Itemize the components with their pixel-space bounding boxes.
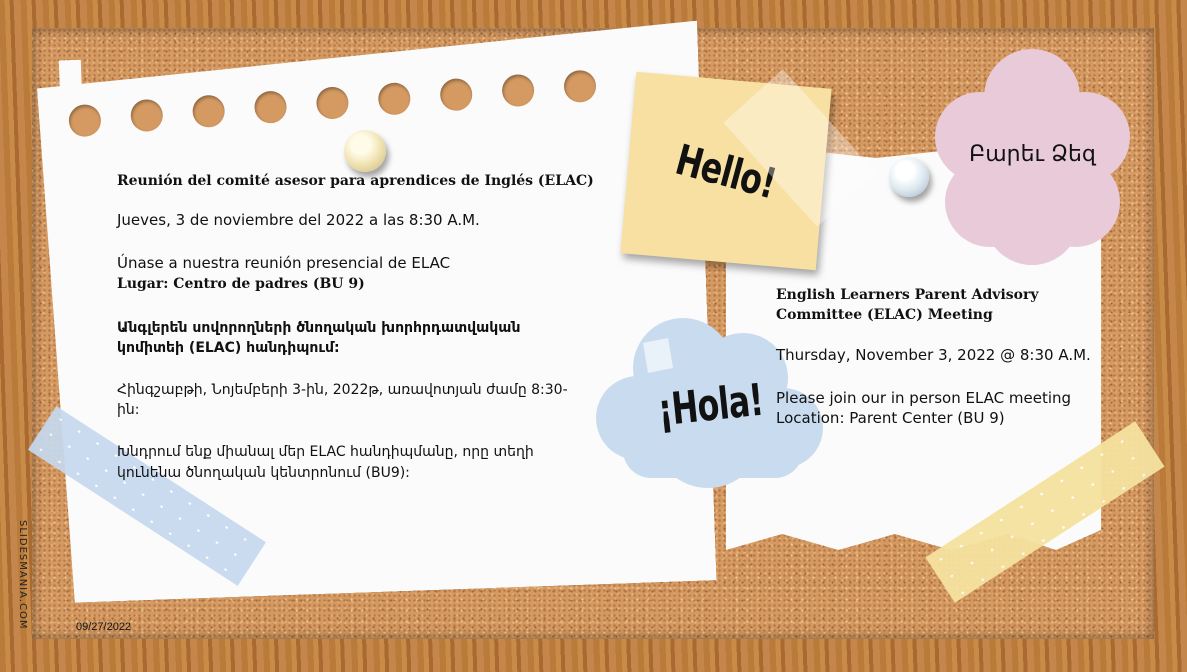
footer-date: 09/27/2022	[76, 621, 132, 633]
english-location: Location: Parent Center (BU 9)	[776, 409, 1005, 427]
armenian-invite-line2: կունենա ծնողական կենտրոնում (BU9):	[117, 465, 410, 481]
sticky-note-text: Hello!	[670, 134, 782, 208]
binder-hole	[502, 74, 535, 107]
watermark-text: SLIDESMANIA.COM	[17, 520, 28, 630]
english-date: Thursday, November 3, 2022 @ 8:30 A.M.	[776, 346, 1091, 364]
armenian-invite-line1: Խնդրում ենք միանալ մեր ELAC հանդիպմանը, որը տեղի	[117, 444, 534, 460]
flower-text: Բարեւ Ձեզ	[969, 142, 1096, 167]
binder-hole	[192, 95, 225, 128]
binder-hole	[563, 70, 596, 103]
spanish-date: Jueves, 3 de noviembre del 2022 a las 8:30 A.M.	[117, 211, 480, 229]
binder-hole	[378, 82, 411, 115]
pushpin-icon	[889, 157, 929, 197]
english-title-line1: English Learners Parent Advisory	[776, 287, 1039, 303]
binder-hole	[440, 78, 473, 111]
binder-hole	[68, 104, 101, 137]
english-title-line2: Committee (ELAC) Meeting	[776, 307, 993, 323]
armenian-date-line1: Հինգշաբթի, Նոյեմբերի 3-ին, 2022թ, առավոտյան ժամը 8:30-	[117, 382, 568, 398]
armenian-title-line2: կոմիտեի (ELAC) հանդիպում:	[117, 340, 340, 356]
binder-hole	[254, 91, 287, 124]
spanish-location: Lugar: Centro de padres (BU 9)	[117, 276, 365, 292]
cloud-text: ¡Hola!	[655, 374, 766, 437]
binder-hole	[316, 86, 349, 119]
binder-hole	[130, 99, 163, 132]
pushpin-icon	[344, 130, 386, 172]
spanish-invite: Únase a nuestra reunión presencial de ELAC	[117, 254, 451, 272]
english-invite: Please join our in person ELAC meeting	[776, 389, 1072, 407]
armenian-date-line2: ին:	[117, 402, 140, 418]
armenian-title-line1: Անգլերեն սովորողների ծնողական խորհրդատվական	[117, 320, 521, 336]
spanish-title: Reunión del comité asesor para aprendices de Inglés (ELAC)	[117, 173, 594, 189]
paper-tab	[59, 60, 82, 103]
